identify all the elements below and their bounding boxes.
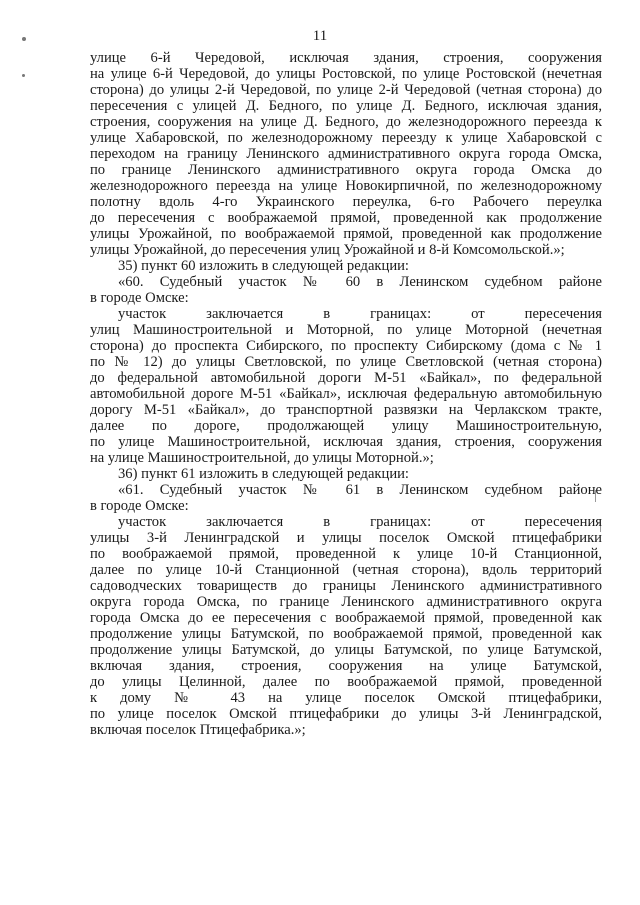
text-line: в городе Омске:: [90, 498, 189, 514]
text-line: по улице поселок Омской птицефабрики до улицы 3-й Ленинградской,: [90, 706, 602, 722]
text-line: «61. Судебный участок № 61 в Ленинском судебном районе: [118, 482, 602, 498]
text-line: 35) пункт 60 изложить в следующей редакции:: [118, 258, 409, 274]
text-line: улицы Урожайной, по воображаемой прямой, проведенной как продолжение: [90, 226, 602, 242]
text-line: садоводческих товариществ до границы Ленинского административного: [90, 578, 602, 594]
scan-speck: [22, 74, 25, 77]
text-line: по № 12) до улицы Светловской, по улице Светловской (четная сторона): [90, 354, 602, 370]
text-line: улице Хабаровской, по железнодорожному переезду к улице Хабаровской с: [90, 130, 602, 146]
text-line: сторона) до проспекта Сибирского, по проспекту Сибирскому (дома с № 1: [90, 338, 602, 354]
text-line: улицы Урожайной, до пересечения улиц Урожайной и 8-й Комсомольской.»;: [90, 242, 565, 258]
text-line: улицы 3-й Ленинградской и улицы поселок Омской птицефабрики: [90, 530, 602, 546]
text-line: пересечения с улицей Д. Бедного, по улице Д. Бедного, исключая здания,: [90, 98, 602, 114]
text-line: по улице Машиностроительной, исключая здания, строения, сооружения: [90, 434, 602, 450]
document-body: [90, 50, 602, 738]
text-line: улице 6-й Чередовой, исключая здания, строения, сооружения: [90, 50, 602, 66]
text-line: на улице Машиностроительной, до улицы Моторной.»;: [90, 450, 434, 466]
text-line: 36) пункт 61 изложить в следующей редакции:: [118, 466, 409, 482]
text-line: включая здания, строения, сооружения на улице Батумской,: [90, 658, 602, 674]
text-line: до федеральной автомобильной дороги М-51 «Байкал», по федеральной: [90, 370, 602, 386]
text-line: автомобильной дороге М-51 «Байкал», исключая федеральную автомобильную: [90, 386, 602, 402]
text-line: далее по дороге, продолжающей улицу Машиностроительную,: [90, 418, 602, 434]
text-line: города Омска до ее пересечения с воображаемой прямой, проведенной как: [90, 610, 602, 626]
text-line: продолжение улицы Батумской, до улицы Батумской, по улице Батумской,: [90, 642, 602, 658]
text-line: округа города Омска, по границе Ленинского административного округа: [90, 594, 602, 610]
page-number: 11: [312, 28, 328, 44]
text-line: полотну вдоль 4-го Украинского переулка, 6-го Рабочего переулка: [90, 194, 602, 210]
text-line: далее по улице 10-й Станционной (четная сторона), вдоль территорий: [90, 562, 602, 578]
text-line: дорогу М-51 «Байкал», до транспортной развязки на Черлакском тракте,: [90, 402, 602, 418]
text-line: переходом на границу Ленинского административного округа города Омска,: [90, 146, 602, 162]
text-line: до улицы Целинной, далее по воображаемой прямой, проведенной: [90, 674, 602, 690]
text-line: строения, сооружения на улице Д. Бедного, до железнодорожного переезда к: [90, 114, 602, 130]
text-line: к дому № 43 на улице поселок Омской птицефабрики,: [90, 690, 602, 706]
text-line: железнодорожного переезда на улице Новокирпичной, по железнодорожному: [90, 178, 602, 194]
text-line: сторона) до улицы 2-й Чередовой, по улице 2-й Чередовой (четная сторона) до: [90, 82, 602, 98]
text-line: продолжение улицы Батумской, по воображаемой прямой, проведенной как: [90, 626, 602, 642]
text-line: по воображаемой прямой, проведенной к улице 10-й Станционной,: [90, 546, 602, 562]
text-line: до пересечения с воображаемой прямой, проведенной как продолжение: [90, 210, 602, 226]
text-line: улиц Машиностроительной и Моторной, по улице Моторной (нечетная: [90, 322, 602, 338]
text-line: включая поселок Птицефабрика.»;: [90, 722, 306, 738]
text-line: «60. Судебный участок № 60 в Ленинском судебном районе: [118, 274, 602, 290]
text-line: по границе Ленинского административного округа города Омска до: [90, 162, 602, 178]
text-line: в городе Омске:: [90, 290, 189, 306]
text-line: участок заключается в границах: от пересечения: [118, 306, 602, 322]
text-line: на улице 6-й Чередовой, до улицы Ростовской, по улице Ростовской (нечетная: [90, 66, 602, 82]
text-line: участок заключается в границах: от пересечения: [118, 514, 602, 530]
scan-speck: [22, 37, 26, 41]
